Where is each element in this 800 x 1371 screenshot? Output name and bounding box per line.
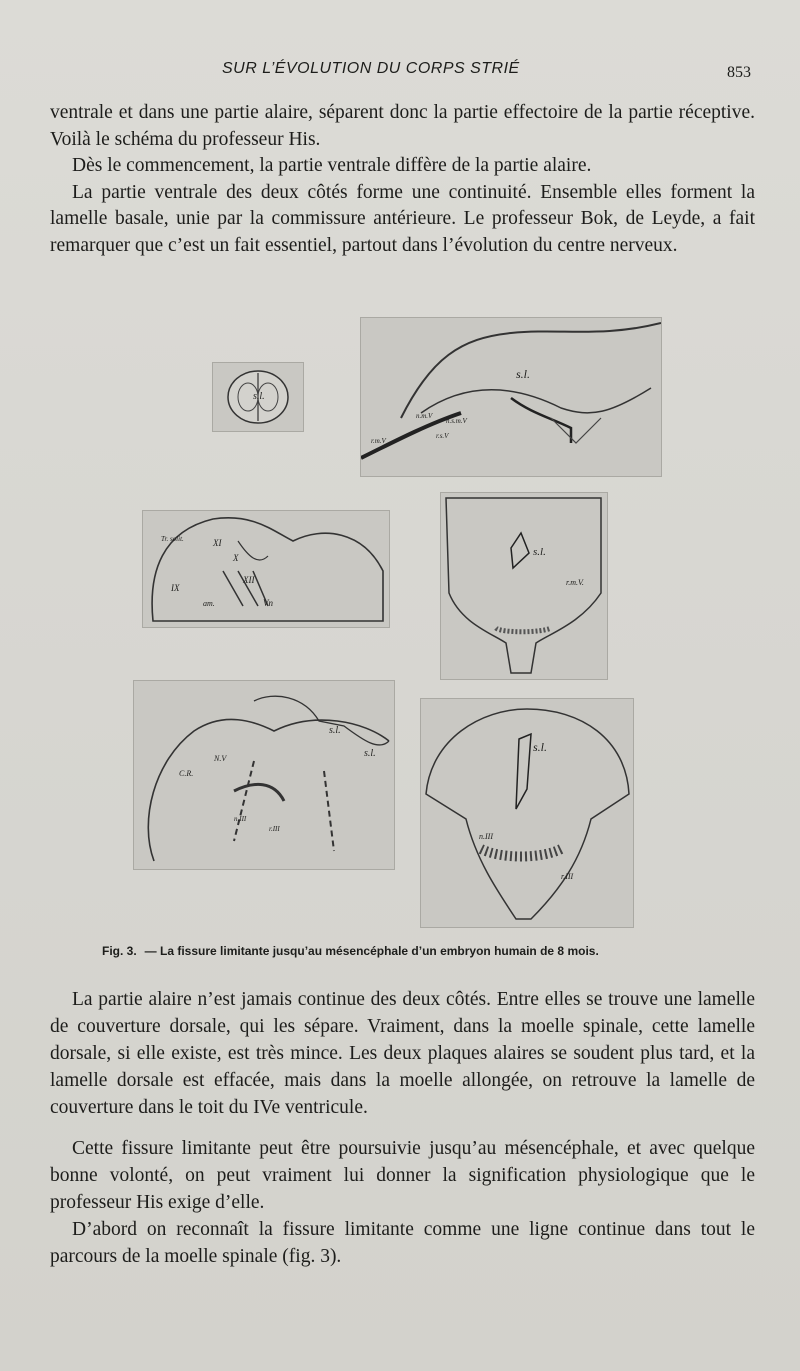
panel-label: r.III: [269, 825, 280, 833]
running-title: SUR L’ÉVOLUTION DU CORPS STRIÉ: [222, 60, 520, 77]
panel-label: s.l.: [253, 391, 265, 402]
panel-label: s.l.: [533, 546, 546, 558]
panel-label: n.s.m.V: [446, 417, 467, 425]
paragraph: D’abord on reconnaît la fissure limitante comme une ligne continue dans tout le parcours de la moelle spinale (fig. 3).: [50, 1219, 755, 1267]
panel-label: IX: [171, 583, 180, 593]
figure-caption-label: Fig. 3.: [102, 944, 137, 958]
panel-label: s.l.: [516, 367, 531, 381]
panel-label: s.l.: [364, 748, 376, 759]
panel-label: n.III: [479, 832, 493, 841]
figure-panel-midbrain-upper: [440, 492, 608, 680]
panel-label: r.s.V: [436, 432, 449, 440]
text-block-bottom: [50, 986, 755, 1270]
paragraph: La partie alaire n’est jamais continue des deux côtés. Entre elles se trouve une lamelle de couverture dorsale, qui les sépare. Vraiment, dans la moelle spinale, cette lamelle dorsale, si elle existe, est très mince. Les deux plaques alaires se soudent plus tard, et la lamelle dorsale est effacée, mais dans la moelle allongée, on retrouve la lamelle de couverture dans le toit du IVe ventricule.: [50, 989, 755, 1118]
figure-caption-text: — La fissure limitante jusqu’au mésencéphale d’un embryon humain de 8 mois.: [144, 944, 599, 958]
panel-label: C.R.: [179, 769, 194, 778]
panel-label: Tr. solit.: [161, 535, 184, 543]
panel-label: XI: [213, 538, 222, 548]
panel-label: Vn: [263, 598, 273, 608]
paragraph: La partie ventrale des deux côtés forme une continuité. Ensemble elles forment la lamelle basale, unie par la commissure antérieure. Le professeur Bok, de Leyde, a fait remarquer que c’est un fait essentiel, partout dans l’évolution du centre nerveux.: [50, 181, 755, 256]
figure-panel-spinal-section: [212, 362, 304, 432]
page-number: 853: [727, 64, 751, 81]
panel-label: n.III: [234, 815, 247, 823]
text-block-top: [50, 100, 755, 259]
figure-caption: [102, 944, 742, 958]
figure-panel-medulla: [142, 510, 390, 628]
panel-label: r.m.V.: [566, 578, 584, 587]
paragraph: Dès le commencement, la partie ventrale diffère de la partie alaire.: [72, 155, 592, 176]
figure-panel-lower-left: [133, 680, 395, 870]
panel-label: r.m.V: [371, 437, 386, 445]
figure-panel-lower-right: [420, 698, 634, 928]
panel-label: s.l.: [533, 740, 548, 754]
panel-label: X: [233, 553, 239, 563]
panel-label: am.: [203, 599, 215, 608]
figure-panel-upper-right: [360, 317, 662, 477]
panel-label: XII: [243, 575, 255, 585]
panel-label: s.l.: [329, 725, 341, 736]
panel-label: r.III: [561, 872, 574, 881]
panel-label: n.m.V: [416, 412, 433, 420]
paragraph: ventrale et dans une partie alaire, séparent donc la partie effectoire de la partie réceptive. Voilà le schéma du professeur His.: [50, 102, 755, 150]
panel-label: N.V: [214, 754, 227, 763]
paragraph: Cette fissure limitante peut être poursuivie jusqu’au mésencéphale, et avec quelque bonne volonté, on peut vraiment lui donner la signification physiologique que le professeur His exige d’elle.: [50, 1138, 755, 1213]
